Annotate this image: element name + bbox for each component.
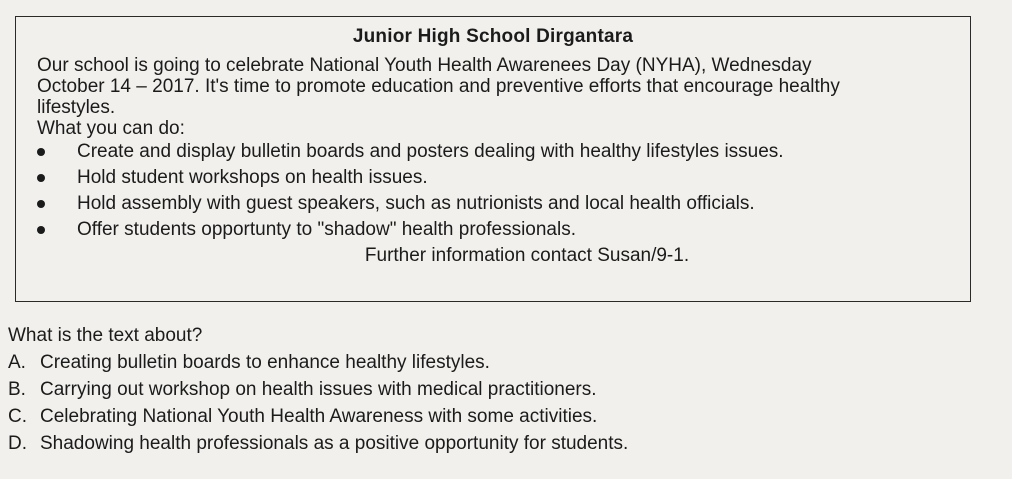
bullet-icon xyxy=(37,226,45,234)
bullet-icon xyxy=(37,200,45,208)
bullet-icon xyxy=(37,148,45,156)
answer-option-d[interactable] xyxy=(8,430,628,457)
option-text: Celebrating National Youth Health Awareness with some activities. xyxy=(40,406,598,427)
notice-intro-line: October 14 – 2017. It's time to promote education and preventive efforts that encourage healthy xyxy=(37,76,840,97)
notice-title: Junior High School Dirgantara xyxy=(352,26,634,47)
activity-text: Hold assembly with guest speakers, such as nutrionists and local health officials. xyxy=(77,193,755,214)
option-letter: C. xyxy=(8,406,27,427)
activity-text: Hold student workshops on health issues. xyxy=(77,167,428,188)
answer-options xyxy=(8,349,628,457)
notice-intro-line: lifestyles. xyxy=(37,97,116,118)
activity-item xyxy=(37,191,957,217)
notice-box xyxy=(15,16,971,302)
option-text: Shadowing health professionals as a positive opportunity for students. xyxy=(40,433,629,454)
activity-text: Offer students opportunty to "shadow" health professionals. xyxy=(77,219,576,240)
option-letter: B. xyxy=(8,379,26,400)
contact-line: Further information contact Susan/9-1. xyxy=(364,245,690,266)
option-letter: D. xyxy=(8,433,27,454)
question-block xyxy=(8,322,628,457)
bullet-icon xyxy=(37,174,45,182)
what-you-can-do-heading: What you can do: xyxy=(37,118,185,139)
option-text: Creating bulletin boards to enhance healthy lifestyles. xyxy=(40,352,490,373)
activity-item xyxy=(37,165,957,191)
option-text: Carrying out workshop on health issues with medical practitioners. xyxy=(40,379,597,400)
option-letter: A. xyxy=(8,352,26,373)
activity-list xyxy=(37,139,957,243)
activity-text: Create and display bulletin boards and posters dealing with healthy lifestyles issues. xyxy=(77,141,784,162)
notice-body xyxy=(37,55,957,269)
answer-option-b[interactable] xyxy=(8,376,628,403)
answer-option-c[interactable] xyxy=(8,403,628,430)
activity-item xyxy=(37,139,957,165)
answer-option-a[interactable] xyxy=(8,349,628,376)
activity-item xyxy=(37,217,957,243)
question-prompt: What is the text about? xyxy=(8,325,203,346)
notice-intro-line: Our school is going to celebrate National Youth Health Awarenees Day (NYHA), Wednesday xyxy=(37,55,812,76)
